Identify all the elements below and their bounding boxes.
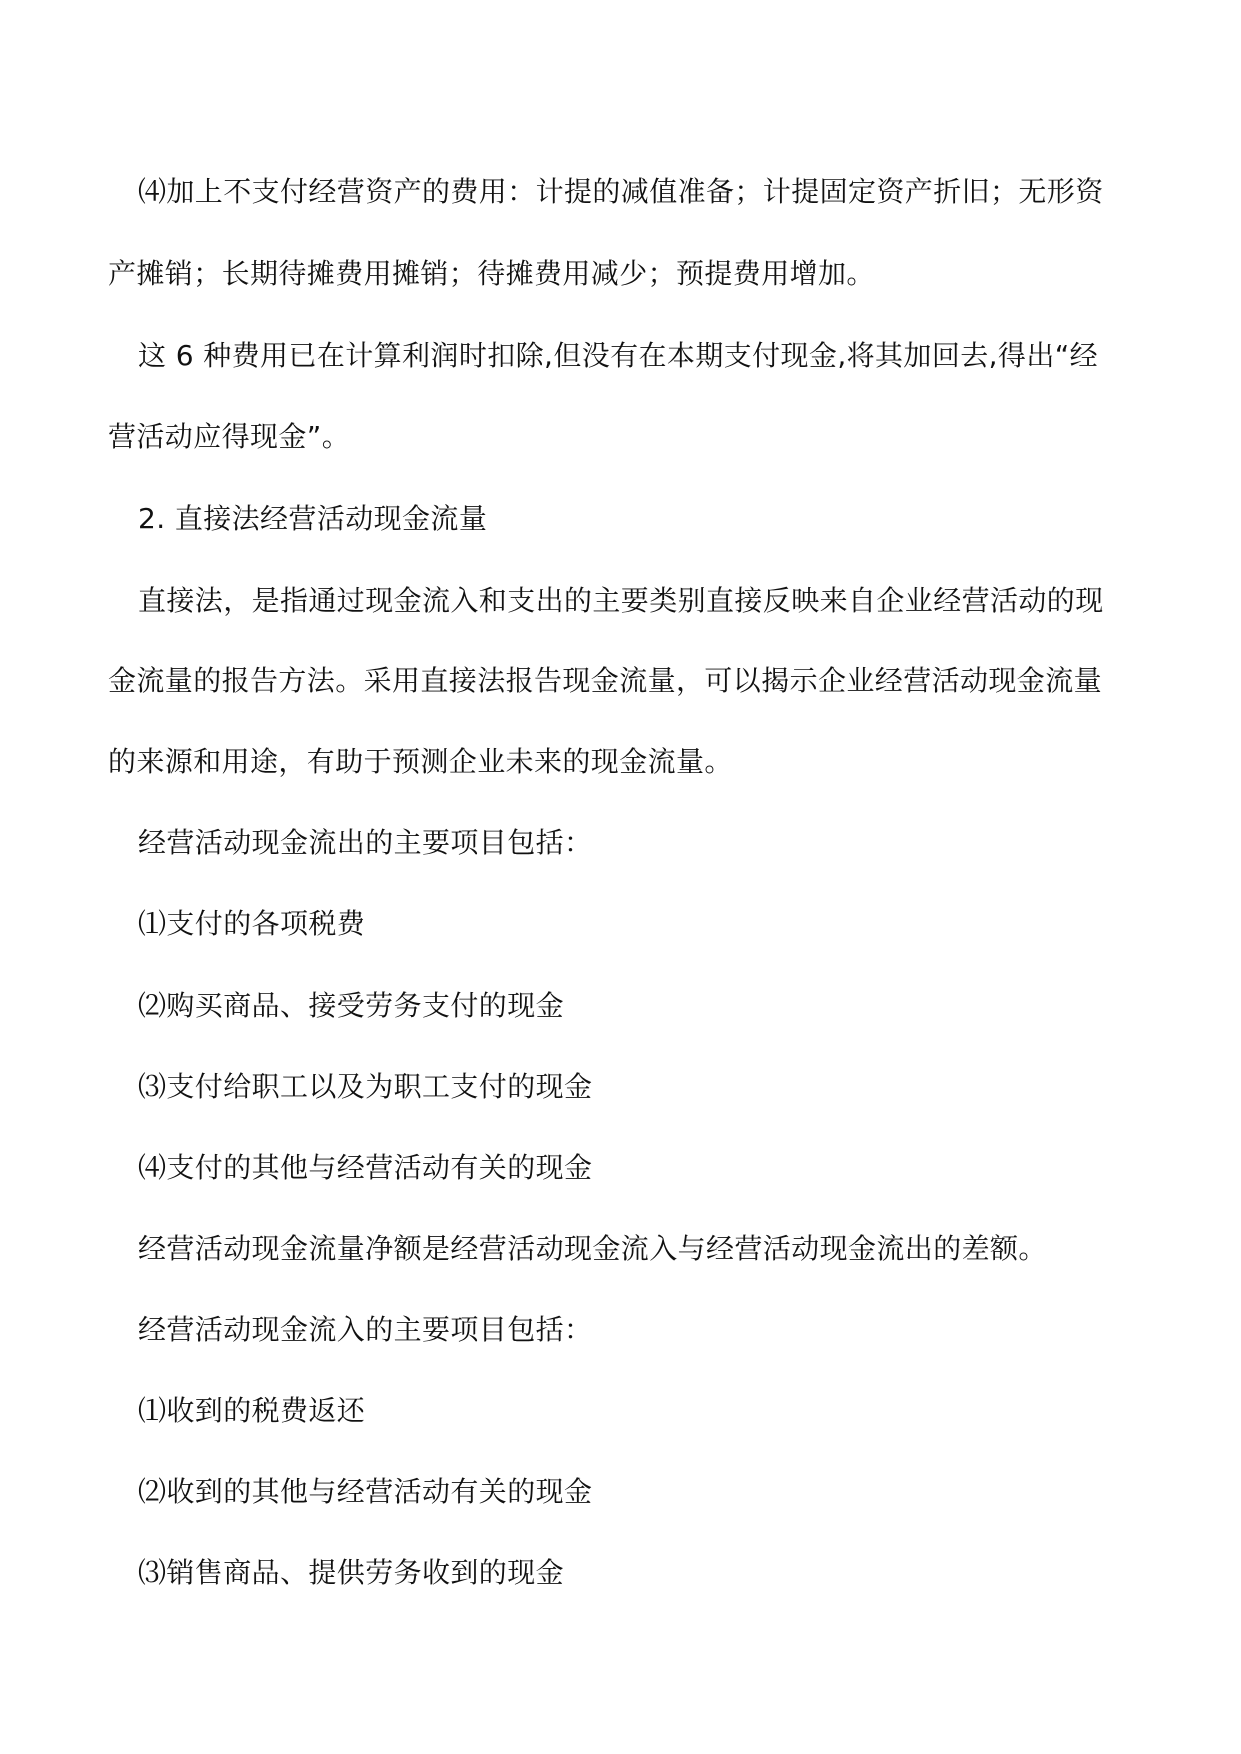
list-item: ⑵购买商品、接受劳务支付的现金 <box>138 989 565 1022</box>
section-heading: 2. 直接法经营活动现金流量 <box>138 502 488 535</box>
paragraph-line: 产摊销；长期待摊费用摊销；待摊费用减少；预提费用增加。 <box>108 257 875 290</box>
list-heading: 经营活动现金流出的主要项目包括： <box>138 826 593 859</box>
list-item: ⑵收到的其他与经营活动有关的现金 <box>138 1475 593 1508</box>
list-item: ⑴收到的税费返还 <box>138 1394 366 1427</box>
list-item: ⑷支付的其他与经营活动有关的现金 <box>138 1151 593 1184</box>
paragraph-line: 这 6 种费用已在计算利润时扣除,但没有在本期支付现金,将其加回去,得出“经 <box>138 339 1099 372</box>
list-item: ⑶销售商品、提供劳务收到的现金 <box>138 1556 565 1589</box>
list-heading: 经营活动现金流入的主要项目包括： <box>138 1313 593 1346</box>
paragraph-line: 经营活动现金流量净额是经营活动现金流入与经营活动现金流出的差额。 <box>138 1232 1047 1265</box>
paragraph-line: ⑷加上不支付经营资产的费用：计提的减值准备；计提固定资产折旧；无形资 <box>138 175 1104 208</box>
paragraph-line: 金流量的报告方法。采用直接法报告现金流量，可以揭示企业经营活动现金流量 <box>108 664 1103 697</box>
list-item: ⑴支付的各项税费 <box>138 907 366 940</box>
paragraph-line: 直接法，是指通过现金流入和支出的主要类别直接反映来自企业经营活动的现 <box>138 584 1104 617</box>
paragraph-line: 营活动应得现金”。 <box>108 420 351 453</box>
paragraph-line: 的来源和用途，有助于预测企业未来的现金流量。 <box>108 745 733 778</box>
list-item: ⑶支付给职工以及为职工支付的现金 <box>138 1070 593 1103</box>
